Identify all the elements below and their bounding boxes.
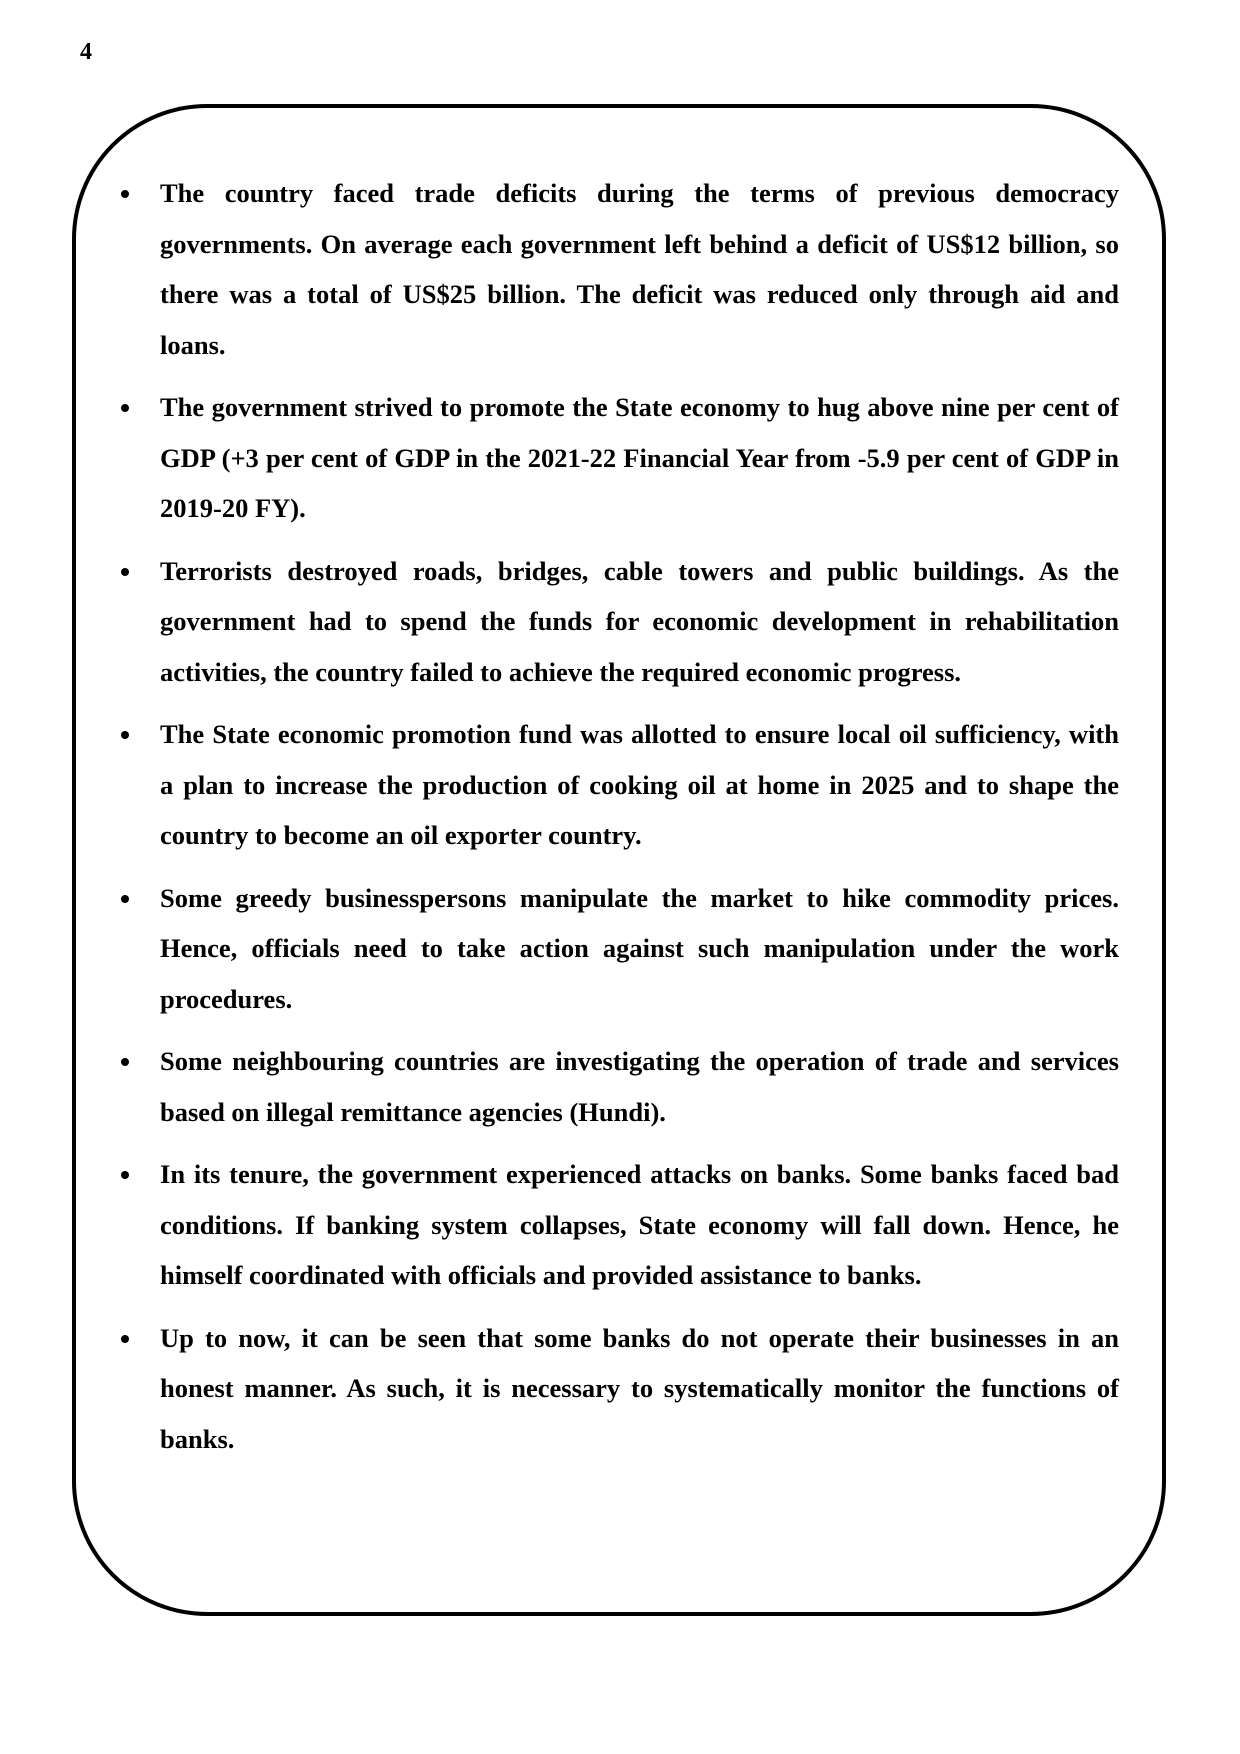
bullet-item-bank-attacks: In its tenure, the government experienced attacks on banks. Some banks faced bad conditions. If banking system collapses, State economy will fall down. Hence, he himself coordinated with officials and provided assistance to banks. [160,1149,1119,1301]
bullet-item-gdp-promotion: The government strived to promote the State economy to hug above nine per cent of GDP (+3 per cent of GDP in the 2021-22 Financial Year from -5.9 per cent of GDP in 2019-20 FY). [160,382,1119,534]
bullet-item-oil-sufficiency: The State economic promotion fund was allotted to ensure local oil sufficiency, with a plan to increase the production of cooking oil at home in 2025 and to shape the country to become an oil exporter country. [160,709,1119,861]
bullet-item-hundi-investigation: Some neighbouring countries are investigating the operation of trade and services based on illegal remittance agencies (Hundi). [160,1036,1119,1137]
bullet-item-trade-deficits: The country faced trade deficits during the terms of previous democracy governments. On average each government left behind a deficit of US$12 billion, so there was a total of US$25 billion. The deficit was reduced only through aid and loans. [160,168,1119,370]
bullet-item-market-manipulation: Some greedy businesspersons manipulate the market to hike commodity prices. Hence, officials need to take action against such manipulation under the work procedures. [160,873,1119,1025]
bullet-item-terrorist-damage: Terrorists destroyed roads, bridges, cable towers and public buildings. As the government had to spend the funds for economic development in rehabilitation activities, the country failed to achieve the required economic progress. [160,546,1119,698]
bullet-list [160,168,1119,1476]
page-number: 4 [80,39,92,65]
bullet-item-bank-monitoring: Up to now, it can be seen that some banks do not operate their businesses in an honest manner. As such, it is necessary to systematically monitor the functions of banks. [160,1313,1119,1465]
